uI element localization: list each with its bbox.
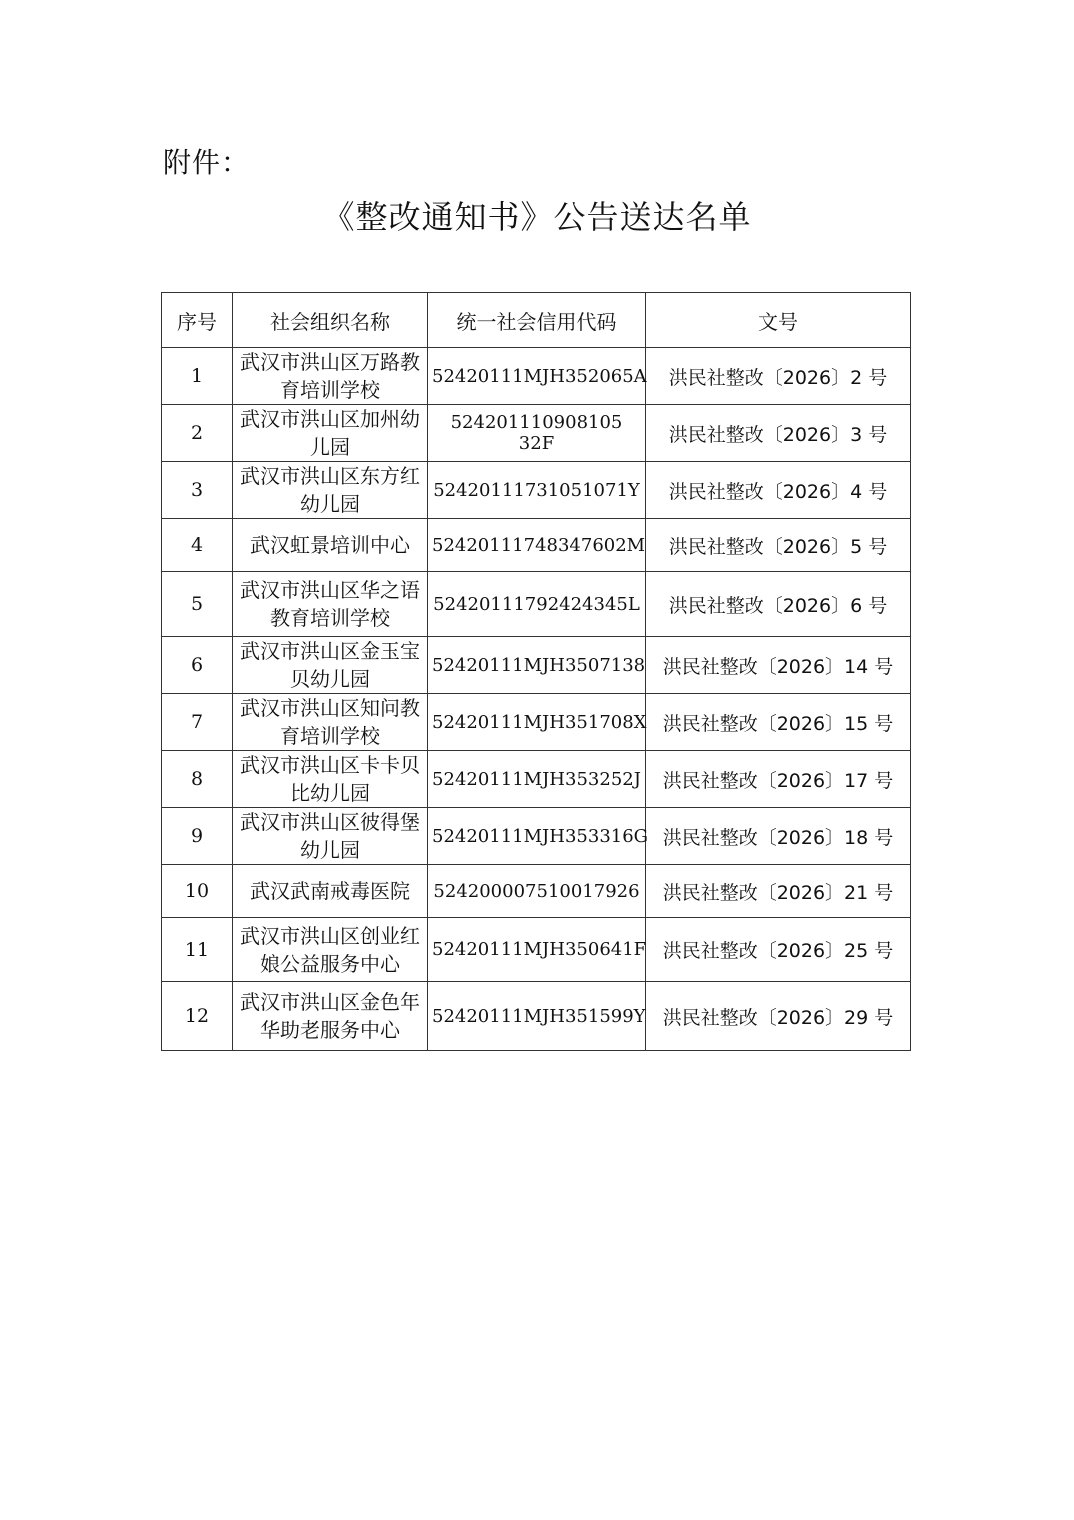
row-seq: 9 xyxy=(162,808,233,865)
row-org-name: 武汉市洪山区万路教育培训学校 xyxy=(233,348,428,405)
row-credit-code: 52420111792424345L xyxy=(428,572,646,637)
row-org-name: 武汉市洪山区东方红幼儿园 xyxy=(233,462,428,519)
row-credit-code: 52420111MJH3507138 xyxy=(428,637,646,694)
row-seq: 5 xyxy=(162,572,233,637)
row-credit-code: 524201110908105 32F xyxy=(428,405,646,462)
table-row xyxy=(162,751,911,808)
row-credit-code: 52420111748347602M xyxy=(428,519,646,572)
row-doc-number: 洪民社整改〔2026〕3 号 xyxy=(646,405,911,462)
row-org-name: 武汉市洪山区知问教育培训学校 xyxy=(233,694,428,751)
row-doc-number: 洪民社整改〔2026〕17 号 xyxy=(646,751,911,808)
row-doc-number: 洪民社整改〔2026〕4 号 xyxy=(646,462,911,519)
row-org-name: 武汉市洪山区金色年华助老服务中心 xyxy=(233,982,428,1051)
document-title: 《整改通知书》公告送达名单 xyxy=(322,198,752,236)
table-header-row xyxy=(162,293,911,348)
table-row xyxy=(162,572,911,637)
row-org-name: 武汉市洪山区卡卡贝比幼儿园 xyxy=(233,751,428,808)
table-row xyxy=(162,982,911,1051)
table-row xyxy=(162,405,911,462)
row-credit-code: 52420111MJH351599Y xyxy=(428,982,646,1051)
row-doc-number: 洪民社整改〔2026〕18 号 xyxy=(646,808,911,865)
row-seq: 12 xyxy=(162,982,233,1051)
row-org-name: 武汉市洪山区创业红娘公益服务中心 xyxy=(233,918,428,982)
row-seq: 4 xyxy=(162,519,233,572)
row-doc-number: 洪民社整改〔2026〕6 号 xyxy=(646,572,911,637)
service-list-table xyxy=(161,292,911,1051)
row-seq: 10 xyxy=(162,865,233,918)
header-org-name: 社会组织名称 xyxy=(233,293,428,348)
table-row xyxy=(162,918,911,982)
row-org-name: 武汉武南戒毒医院 xyxy=(233,865,428,918)
row-credit-code: 52420111MJH353316G xyxy=(428,808,646,865)
row-org-name: 武汉市洪山区彼得堡幼儿园 xyxy=(233,808,428,865)
table-row xyxy=(162,808,911,865)
row-seq: 3 xyxy=(162,462,233,519)
table-row xyxy=(162,519,911,572)
row-seq: 11 xyxy=(162,918,233,982)
row-org-name: 武汉市洪山区华之语教育培训学校 xyxy=(233,572,428,637)
row-credit-code: 524200007510017926 xyxy=(428,865,646,918)
row-seq: 6 xyxy=(162,637,233,694)
header-doc-number: 文号 xyxy=(646,293,911,348)
table-row xyxy=(162,865,911,918)
row-doc-number: 洪民社整改〔2026〕25 号 xyxy=(646,918,911,982)
row-doc-number: 洪民社整改〔2026〕15 号 xyxy=(646,694,911,751)
row-credit-code: 52420111MJH351708X xyxy=(428,694,646,751)
row-doc-number: 洪民社整改〔2026〕2 号 xyxy=(646,348,911,405)
header-credit-code: 统一社会信用代码 xyxy=(428,293,646,348)
table-row xyxy=(162,348,911,405)
table-row xyxy=(162,637,911,694)
row-org-name: 武汉市洪山区金玉宝贝幼儿园 xyxy=(233,637,428,694)
header-seq: 序号 xyxy=(162,293,233,348)
row-org-name: 武汉虹景培训中心 xyxy=(233,519,428,572)
row-doc-number: 洪民社整改〔2026〕14 号 xyxy=(646,637,911,694)
row-doc-number: 洪民社整改〔2026〕29 号 xyxy=(646,982,911,1051)
table-row xyxy=(162,694,911,751)
row-credit-code: 52420111MJH352065A xyxy=(428,348,646,405)
row-seq: 2 xyxy=(162,405,233,462)
row-seq: 1 xyxy=(162,348,233,405)
row-doc-number: 洪民社整改〔2026〕21 号 xyxy=(646,865,911,918)
row-credit-code: 52420111MJH350641F xyxy=(428,918,646,982)
row-credit-code: 52420111MJH353252J xyxy=(428,751,646,808)
attachment-label: 附件： xyxy=(163,146,251,179)
row-seq: 8 xyxy=(162,751,233,808)
row-seq: 7 xyxy=(162,694,233,751)
row-doc-number: 洪民社整改〔2026〕5 号 xyxy=(646,519,911,572)
table-row xyxy=(162,462,911,519)
row-org-name: 武汉市洪山区加州幼儿园 xyxy=(233,405,428,462)
row-credit-code: 52420111731051071Y xyxy=(428,462,646,519)
